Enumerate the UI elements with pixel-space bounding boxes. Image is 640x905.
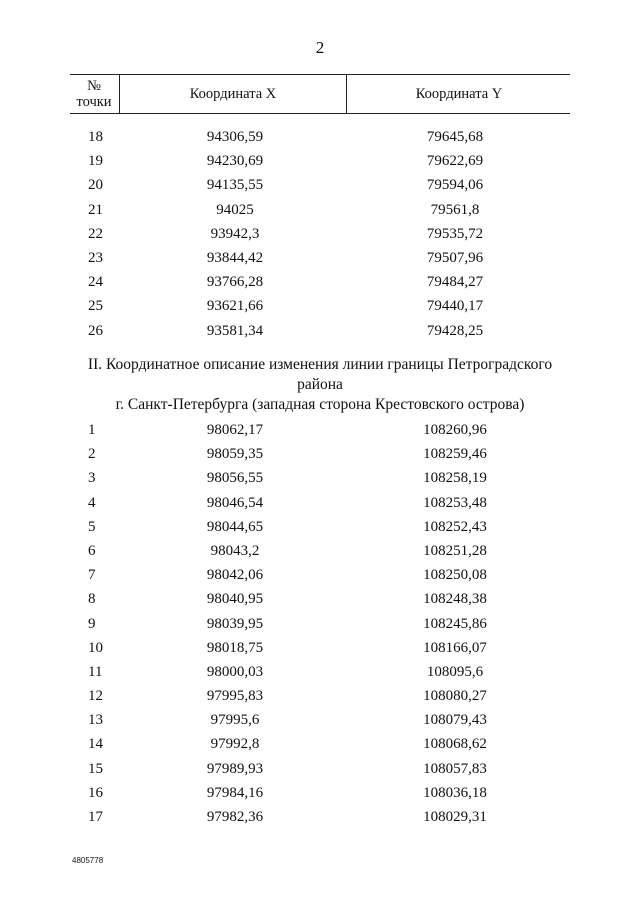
coordinate-x-cell: 93581,34 — [206, 322, 264, 339]
table-row — [0, 660, 640, 684]
table-row — [0, 732, 640, 756]
coordinate-x-cell: 94025 — [216, 201, 254, 218]
coordinate-x-cell: 98056,55 — [206, 470, 264, 487]
coordinate-y-cell: 79535,72 — [426, 225, 484, 242]
header-point-number — [70, 75, 118, 113]
coordinate-y-cell: 79484,27 — [426, 274, 484, 291]
section-title-line-2: г. Санкт-Петербурга (западная сторона Крестовского острова) — [115, 396, 525, 413]
table-row — [0, 491, 640, 515]
point-number-cell: 26 — [88, 322, 103, 339]
point-number-cell: 6 — [88, 542, 96, 559]
point-number-cell: 23 — [88, 249, 103, 266]
header-number-sign: № — [87, 78, 101, 94]
coordinate-x-cell: 98018,75 — [206, 639, 264, 656]
table-row — [0, 515, 640, 539]
header-point-label: точки — [76, 94, 112, 110]
coordinate-x-cell: 97995,83 — [206, 688, 264, 705]
coordinate-x-cell: 93942,3 — [210, 225, 260, 242]
coordinate-table-1 — [0, 125, 640, 343]
point-number-cell: 9 — [88, 615, 96, 632]
coordinate-x-cell: 98039,95 — [206, 615, 264, 632]
point-number-cell: 22 — [88, 225, 103, 242]
point-number-cell: 19 — [88, 153, 103, 170]
coordinate-y-cell: 79561,8 — [430, 201, 480, 218]
coordinate-x-cell: 94306,59 — [206, 129, 264, 145]
coordinate-x-cell: 98059,35 — [206, 446, 264, 463]
header-coordinate-x: Координата X — [119, 75, 346, 113]
point-number-cell: 5 — [88, 518, 96, 535]
coordinate-y-cell: 108079,43 — [423, 712, 487, 729]
point-number-cell: 24 — [88, 274, 103, 291]
table-row — [0, 294, 640, 318]
coordinate-y-cell: 79507,96 — [426, 249, 484, 266]
table-row — [0, 222, 640, 246]
table-row — [0, 125, 640, 149]
coordinate-y-cell: 108251,28 — [423, 542, 487, 559]
table-row — [0, 466, 640, 490]
coordinate-y-cell: 108253,48 — [423, 494, 487, 511]
point-number-cell: 16 — [88, 784, 103, 801]
coordinate-y-cell: 108258,19 — [423, 470, 487, 487]
document-code: 4805778 — [72, 856, 104, 865]
table-row — [0, 684, 640, 708]
coordinate-x-cell: 97982,36 — [206, 809, 264, 825]
table-row — [0, 636, 640, 660]
coordinate-y-cell: 108029,31 — [423, 809, 487, 825]
point-number-cell: 14 — [88, 736, 103, 753]
coordinate-y-cell: 108095,6 — [426, 663, 484, 680]
table-row — [0, 757, 640, 781]
table-row — [0, 708, 640, 732]
table-row — [0, 270, 640, 294]
point-number-cell: 20 — [88, 177, 103, 194]
coordinate-x-cell: 97992,8 — [210, 736, 260, 753]
table-row — [0, 805, 640, 829]
coordinate-x-cell: 98000,03 — [206, 663, 264, 680]
table-row — [0, 587, 640, 611]
table-row — [0, 563, 640, 587]
point-number-cell: 8 — [88, 591, 96, 608]
point-number-cell: 18 — [88, 129, 103, 145]
coordinate-table-2 — [0, 418, 640, 829]
point-number-cell: 25 — [88, 298, 103, 315]
coordinate-x-cell: 97989,93 — [206, 760, 264, 777]
section-title — [70, 355, 570, 415]
table-row — [0, 173, 640, 197]
coordinate-x-cell: 98062,17 — [206, 422, 264, 438]
coordinate-y-cell: 79645,68 — [426, 129, 484, 145]
coordinate-y-cell: 79622,69 — [426, 153, 484, 170]
coordinate-x-cell: 93621,66 — [206, 298, 264, 315]
point-number-cell: 7 — [88, 567, 96, 584]
coordinate-x-cell: 97995,6 — [210, 712, 260, 729]
section-title-line-1: II. Координатное описание изменения линии границы Петроградского района — [87, 356, 553, 393]
header-coordinate-y: Координата Y — [346, 75, 571, 113]
table-row — [0, 149, 640, 173]
coordinate-y-cell: 108245,86 — [423, 615, 487, 632]
point-number-cell: 21 — [88, 201, 103, 218]
point-number-cell: 11 — [88, 663, 103, 680]
table-row — [0, 198, 640, 222]
coordinate-y-cell: 79428,25 — [426, 322, 484, 339]
coordinate-x-cell: 93844,42 — [206, 249, 264, 266]
coordinate-y-cell: 108248,38 — [423, 591, 487, 608]
coordinate-x-cell: 97984,16 — [206, 784, 264, 801]
point-number-cell: 4 — [88, 494, 96, 511]
point-number-cell: 17 — [88, 809, 103, 825]
table-row — [0, 612, 640, 636]
coordinate-x-cell: 98042,06 — [206, 567, 264, 584]
point-number-cell: 3 — [88, 470, 96, 487]
coordinate-x-cell: 93766,28 — [206, 274, 264, 291]
table-row — [0, 781, 640, 805]
point-number-cell: 15 — [88, 760, 103, 777]
coordinate-y-cell: 108068,62 — [423, 736, 487, 753]
coordinate-y-cell: 108166,07 — [423, 639, 487, 656]
coordinate-x-cell: 98043,2 — [210, 542, 260, 559]
coordinate-y-cell: 79440,17 — [426, 298, 484, 315]
coordinate-y-cell: 108250,08 — [423, 567, 487, 584]
table-row — [0, 442, 640, 466]
coordinate-x-cell: 94135,55 — [206, 177, 264, 194]
coordinate-x-cell: 98044,65 — [206, 518, 264, 535]
coordinate-x-cell: 94230,69 — [206, 153, 264, 170]
coordinate-y-cell: 108036,18 — [423, 784, 487, 801]
coordinate-y-cell: 108260,96 — [423, 422, 487, 438]
point-number-cell: 12 — [88, 688, 103, 705]
point-number-cell: 1 — [88, 422, 96, 438]
point-number-cell: 2 — [88, 446, 96, 463]
coordinate-y-cell: 108252,43 — [423, 518, 487, 535]
table-header — [70, 74, 570, 114]
coordinate-x-cell: 98046,54 — [206, 494, 264, 511]
coordinate-y-cell: 108259,46 — [423, 446, 487, 463]
table-row — [0, 319, 640, 343]
coordinate-x-cell: 98040,95 — [206, 591, 264, 608]
coordinate-y-cell: 79594,06 — [426, 177, 484, 194]
page-number: 2 — [315, 38, 325, 57]
table-row — [0, 539, 640, 563]
table-row — [0, 418, 640, 442]
coordinate-y-cell: 108057,83 — [423, 760, 487, 777]
point-number-cell: 10 — [88, 639, 103, 656]
coordinate-y-cell: 108080,27 — [423, 688, 487, 705]
point-number-cell: 13 — [88, 712, 103, 729]
table-row — [0, 246, 640, 270]
